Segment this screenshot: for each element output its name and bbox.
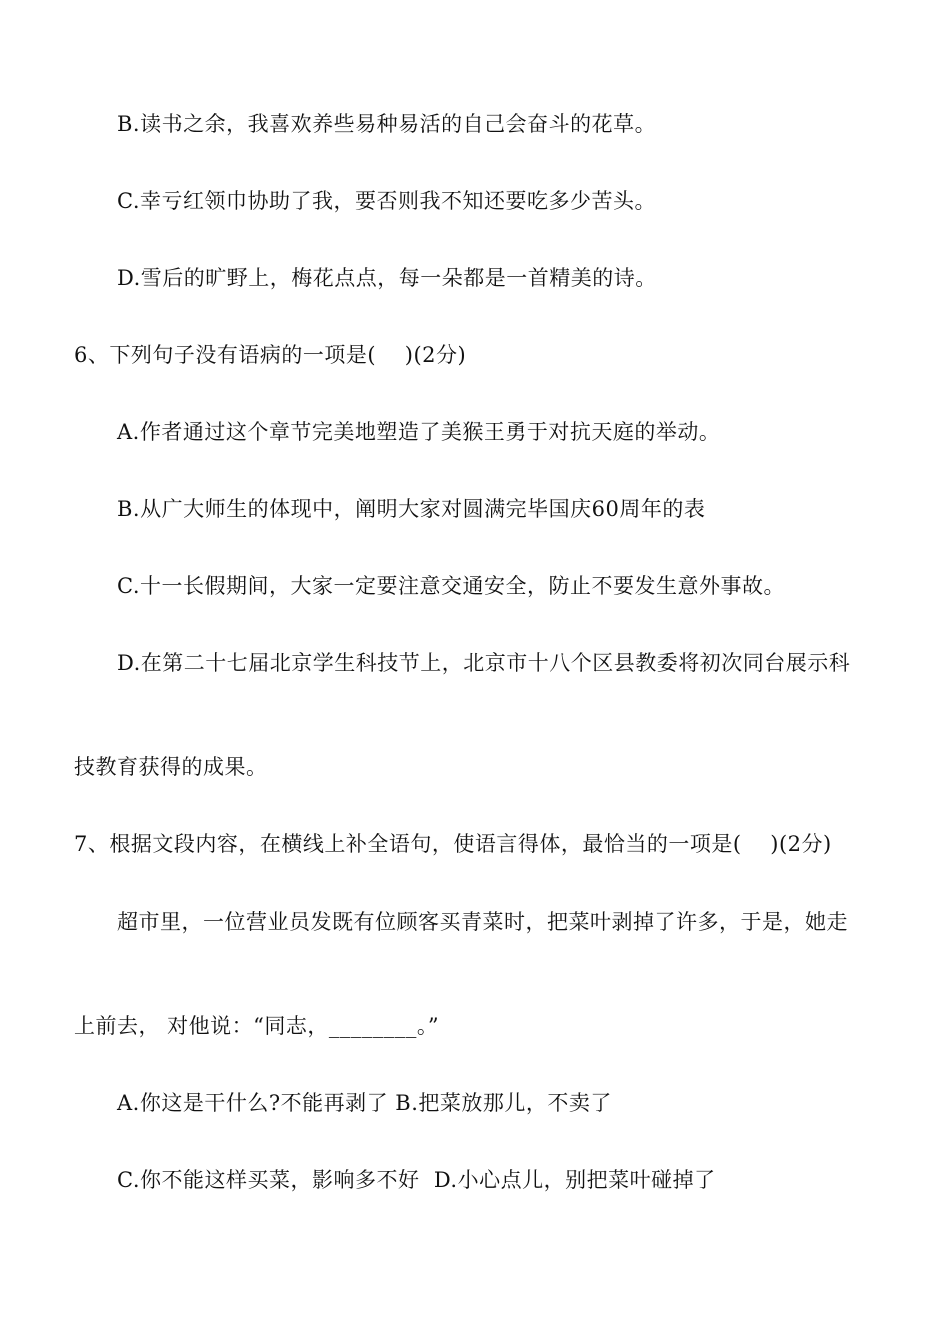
q6-stem: 6、下列句子没有语病的一项是( )(2分) xyxy=(74,343,467,367)
q7-options-line2: C.你不能这样买菜，影响多不好 D.小心点儿，别把菜叶碰掉了 xyxy=(117,1168,716,1192)
q6-option-d-line1: D.在第二十七届北京学生科技节上，北京市十八个区县教委将初次同台展示科 xyxy=(117,651,851,675)
q5-option-b: B.读书之余，我喜欢养些易种易活的自己会奋斗的花草。 xyxy=(117,112,657,136)
q7-passage-line2: 上前去， 对他说：“同志，________。” xyxy=(74,1014,440,1038)
q6-option-b: B.从广大师生的体现中，阐明大家对圆满完毕国庆60周年的表 xyxy=(117,497,706,521)
q7-options-line1: A.你这是干什么?不能再剥了 B.把菜放那儿，不卖了 xyxy=(117,1091,612,1115)
q7-passage-line1: 超市里，一位营业员发既有位顾客买青菜时，把菜叶剥掉了许多，于是，她走 xyxy=(117,910,848,934)
q5-option-d: D.雪后的旷野上，梅花点点，每一朵都是一首精美的诗。 xyxy=(117,266,657,290)
q5-option-c: C.幸亏红领巾协助了我，要否则我不知还要吃多少苦头。 xyxy=(117,189,656,213)
q6-option-c: C.十一长假期间，大家一定要注意交通安全，防止不要发生意外事故。 xyxy=(117,574,785,598)
q7-stem: 7、根据文段内容，在横线上补全语句，使语言得体，最恰当的一项是( )(2分) xyxy=(74,832,832,856)
q6-option-a: A.作者通过这个章节完美地塑造了美猴王勇于对抗天庭的举动。 xyxy=(117,420,721,444)
q6-option-d-line2: 技教育获得的成果。 xyxy=(74,755,268,779)
